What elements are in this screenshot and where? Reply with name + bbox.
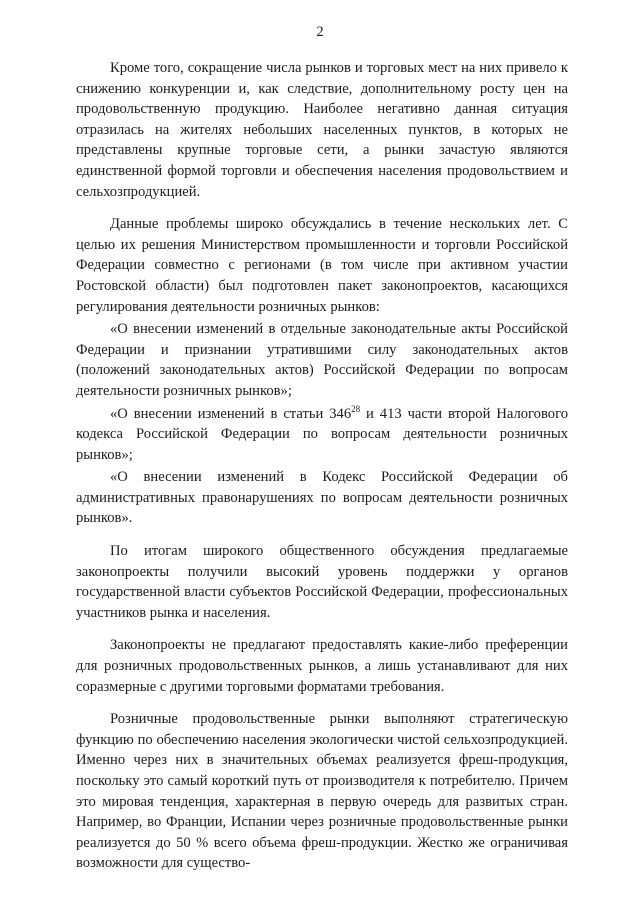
article-superscript: 28 — [351, 403, 361, 414]
paragraph-bill-tax-code — [76, 404, 568, 466]
paragraph-bills-package: Данные проблемы широко обсуждались в течение нескольких лет. С целью их решения Министерством промышленности и торговли Российской Федерации совместно с регионами (в том числе при активном участии Ростовской области) был подготовлен пакет законопроектов, касающихся регулирования деятельности розничных рынков: — [76, 216, 568, 315]
paragraph-public-discussion: По итогам широкого общественного обсуждения предлагаемые законопроекты получили высокий уровень поддержки у органов государственной власти субъектов Российской Федерации, профессиональных участников рынка и населения. — [76, 543, 568, 621]
paragraph-market-reduction: Кроме того, сокращение числа рынков и торговых мест на них привело к снижению конкуренции и, как следствие, дополнительному росту цен на продовольственную продукцию. Наиболее негативно данная ситуация отразилась на жителях небольших населенных пунктов, в которых не представлены крупные торговые сети, а рынки зачастую являются единственной формой торговли и обеспечения населения продовольствием и сельхозпродукцией. — [76, 60, 568, 200]
bill-tax-code-text-start: «О внесении изменений в статьи 346 — [110, 405, 352, 422]
bill-tax-code-text-end: и 413 части второй Налогового кодекса Российской Федерации по вопросам деятельности розничных рынков»; — [76, 405, 568, 463]
paragraph-bill-admin-code: «О внесении изменений в Кодекс Российской Федерации об административных правонарушениях по вопросам деятельности розничных рынков». — [76, 469, 568, 527]
paragraph-bill-retail-markets: «О внесении изменений в отдельные законодательные акты Российской Федерации и признании утратившими силу законодательных актов (положений законодательных актов) Российской Федерации по вопросам деятельности розничных рынков»; — [76, 321, 568, 399]
document-body — [76, 58, 568, 886]
page-number: 2 — [316, 24, 324, 40]
paragraph-no-preferences: Законопроекты не предлагают предоставлять какие-либо преференции для розничных продовольственных рынков, а лишь устанавливают для них соразмерные с другими торговыми форматами требования. — [76, 637, 568, 695]
paragraph-strategic-function: Розничные продовольственные рынки выполняют стратегическую функцию по обеспечению населения экологически чистой сельхозпродукцией. Именно через них в значительных объемах реализуется фреш-продукция, поскольку это самый короткий путь от производителя к потребителю. Причем это мировая тенденция, характерная в первую очередь для развитых стран. Например, во Франции, Испании через розничные продовольственные рынки реализуется до 50 % всего объема фреш-продукции. Жестко же ограничивая возможности для существо- — [76, 711, 568, 872]
